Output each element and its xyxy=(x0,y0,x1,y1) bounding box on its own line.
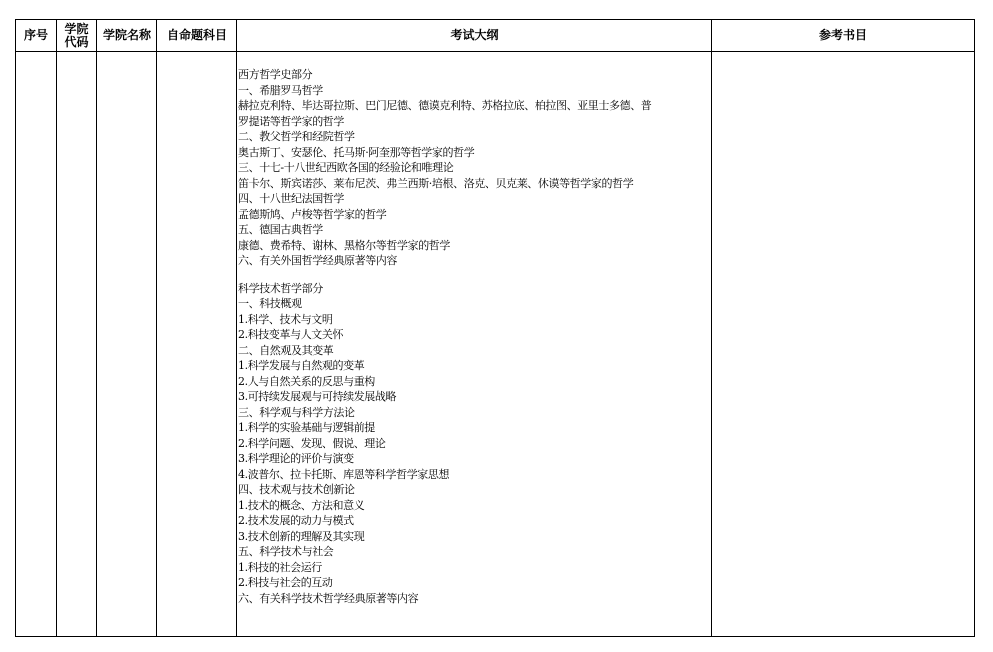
header-outline-label: 考试大纲 xyxy=(450,28,499,42)
outline-line: 2.人与自然关系的反思与重构 xyxy=(238,374,375,388)
cell-subject xyxy=(157,52,236,636)
header-subject-label: 自命题科目 xyxy=(166,28,227,42)
outline-line: 1.科技的社会运行 xyxy=(238,560,322,574)
outline-line: 2.科技与社会的互动 xyxy=(238,576,333,589)
outline-line: 2.技术发展的动力与模式 xyxy=(238,514,354,527)
column-divider xyxy=(236,20,237,636)
header-college-name-label: 学院名称 xyxy=(102,28,151,42)
outline-line: 3.可持续发展观与可持续发展战略 xyxy=(238,390,397,403)
outline-line: 三、十七-十八世纪西欧各国的经验论和唯理论 xyxy=(238,161,454,174)
outline-section-western-philosophy xyxy=(238,67,713,269)
cell-college-name xyxy=(97,52,156,636)
cell-references xyxy=(712,52,974,636)
outline-line: 二、教父哲学和经院哲学 xyxy=(238,130,355,143)
outline-line: 1.科学、技术与文明 xyxy=(238,312,333,326)
outline-line: 1.科学发展与自然观的变革 xyxy=(238,359,365,372)
header-college-name xyxy=(97,20,157,52)
outline-line: 六、有关科学技术哲学经典原著等内容 xyxy=(238,591,419,605)
syllabus-table xyxy=(15,19,975,637)
outline-line: 孟德斯鸠、卢梭等哲学家的哲学 xyxy=(238,207,387,221)
cell-index xyxy=(16,52,56,636)
outline-line: 一、希腊罗马哲学 xyxy=(238,83,323,97)
header-index xyxy=(16,20,56,52)
cell-college-code xyxy=(57,52,96,636)
outline-line: 3.技术创新的理解及其实现 xyxy=(238,529,365,543)
outline-line: 西方哲学史部分 xyxy=(238,68,313,81)
outline-line: 1.科学的实验基础与逻辑前提 xyxy=(238,421,375,434)
header-college-code xyxy=(56,20,97,52)
outline-line: 康德、费希特、谢林、黑格尔等哲学家的哲学 xyxy=(238,238,450,252)
header-subject xyxy=(157,20,237,52)
outline-line: 四、技术观与技术创新论 xyxy=(238,483,355,496)
outline-line: 笛卡尔、斯宾诺莎、莱布尼茨、弗兰西斯·培根、洛克、贝克莱、休谟等哲学家的哲学 xyxy=(238,176,634,190)
outline-line: 五、德国古典哲学 xyxy=(238,223,323,236)
outline-line: 4.波普尔、拉卡托斯、库恩等科学哲学家思想 xyxy=(238,467,450,481)
exam-outline xyxy=(238,67,713,606)
outline-line: 2.科技变革与人文关怀 xyxy=(238,328,344,341)
header-references-label: 参考书目 xyxy=(818,28,867,42)
outline-line: 科学技术哲学部分 xyxy=(238,281,323,295)
section-spacer xyxy=(238,269,713,281)
outline-line: 五、科学技术与社会 xyxy=(238,545,334,558)
outline-line: 3.科学理论的评价与演变 xyxy=(238,452,354,465)
outline-line: 三、科学观与科学方法论 xyxy=(238,405,355,419)
header-index-label: 序号 xyxy=(23,28,48,42)
header-college-code-label: 学院代码 xyxy=(64,21,89,49)
header-references xyxy=(712,20,974,52)
outline-line: 六、有关外国哲学经典原著等内容 xyxy=(238,254,397,267)
outline-section-philosophy-of-science xyxy=(238,281,713,607)
outline-line: 四、十八世纪法国哲学 xyxy=(238,192,344,205)
outline-line: 罗提诺等哲学家的哲学 xyxy=(238,114,344,128)
outline-line: 2.科学问题、发现、假说、理论 xyxy=(238,436,386,450)
outline-line: 一、科技概观 xyxy=(238,297,302,310)
outline-line: 1.技术的概念、方法和意义 xyxy=(238,498,365,512)
outline-line: 赫拉克利特、毕达哥拉斯、巴门尼德、德谟克利特、苏格拉底、柏拉图、亚里士多德、普 xyxy=(238,99,652,112)
header-outline xyxy=(237,20,712,52)
outline-line: 奥古斯丁、安瑟伦、托马斯·阿奎那等哲学家的哲学 xyxy=(238,145,475,159)
outline-line: 二、自然观及其变革 xyxy=(238,343,334,357)
